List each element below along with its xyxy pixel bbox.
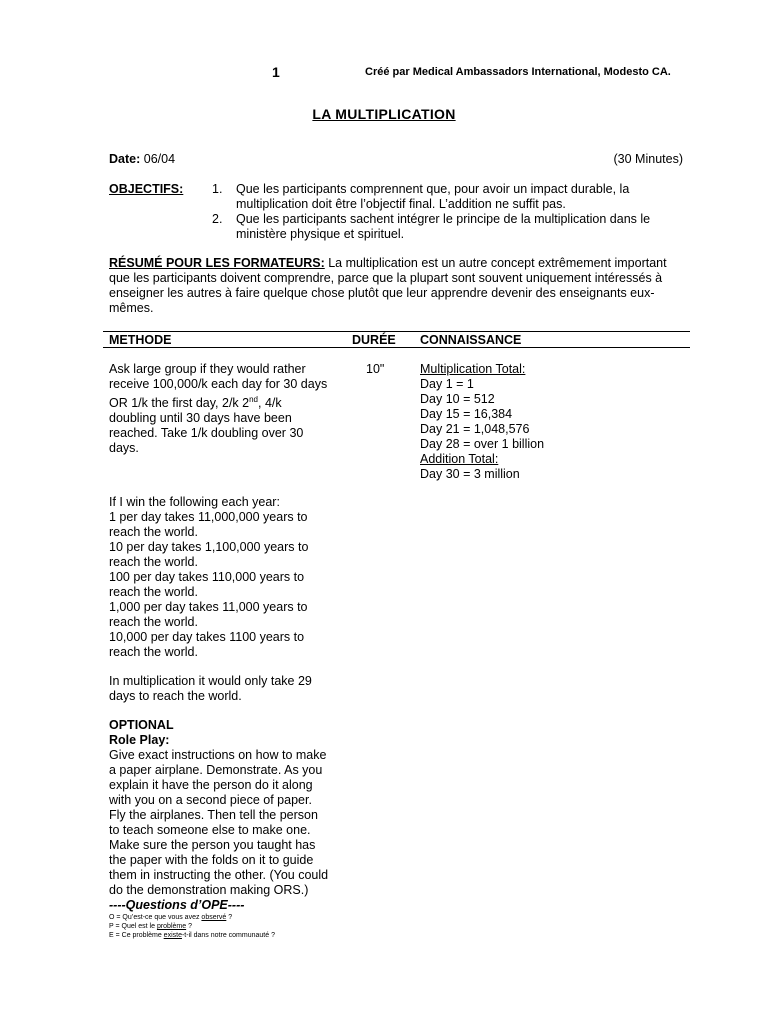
addition-total-title: Addition Total: — [420, 452, 499, 466]
header-duration: DURÉE — [352, 333, 396, 347]
row-duration: 10" — [366, 362, 385, 376]
method-line: 10 per day takes 1,100,000 years to reach the world. — [109, 540, 309, 569]
method-paragraph-1 — [109, 362, 329, 456]
header-knowledge: CONNAISSANCE — [420, 333, 522, 347]
summary-text: La multiplication est un autre concept extrêmement important que les participants doivent comprendre, parce que la plupart sont souvent uniquement intéressés à enseigner les autres à faire quelque chose plutôt que leur apprendre devenir des enseignants eux-mêmes. — [109, 256, 667, 315]
ope-question: O = Qu’est-ce que vous avez observé ? — [109, 914, 233, 921]
method-line: If I win the following each year: — [109, 495, 280, 509]
optional-section — [109, 718, 329, 940]
ope-questions — [109, 913, 329, 940]
knowledge-line: Day 21 = 1,048,576 — [420, 422, 530, 436]
knowledge-line: Day 1 = 1 — [420, 377, 474, 391]
ope-question: P = Quel est le problème ? — [109, 923, 192, 930]
optional-label: OPTIONAL — [109, 718, 174, 732]
header-credit: Créé par Medical Ambassadors International, Modesto CA. — [365, 66, 671, 78]
objectives-list — [212, 182, 662, 242]
roleplay-label: Role Play: — [109, 733, 170, 747]
date-value: 06/04 — [143, 152, 176, 166]
ope-title: ----Questions d’OPE---- — [109, 898, 245, 912]
trainer-summary — [109, 256, 679, 316]
method-paragraph-2 — [109, 495, 329, 660]
method-line: 100 per day takes 110,000 years to reach the world. — [109, 570, 305, 599]
method-line: 1 per day takes 11,000,000 years to reach the world. — [109, 510, 308, 539]
header-method: METHODE — [109, 333, 172, 347]
page-number: 1 — [272, 64, 280, 80]
page-title: LA MULTIPLICATION — [312, 106, 456, 122]
objective-text: Que les participants comprennent que, pour avoir un impact durable, la multiplication doit être l’objectif final. L’addition ne suffit pas. — [236, 182, 630, 211]
objective-item — [212, 182, 662, 212]
knowledge-line: Day 10 = 512 — [420, 392, 495, 406]
method-line: 10,000 per day takes 1100 years to reach the world. — [109, 630, 305, 659]
method-line: 1,000 per day takes 11,000 years to reach the world. — [109, 600, 308, 629]
knowledge-line: Day 30 = 3 million — [420, 467, 520, 481]
date-label: Date: — [109, 152, 141, 166]
objective-number: 1. — [212, 182, 223, 196]
objective-text: Que les participants sachent intégrer le principe de la multiplication dans le ministère physique et spirituel. — [236, 212, 651, 241]
objective-number: 2. — [212, 212, 223, 226]
date-line — [109, 152, 175, 166]
ordinal-suffix: nd — [249, 395, 259, 404]
knowledge-column — [420, 362, 544, 482]
multiplication-total-title: Multiplication Total: — [420, 362, 526, 376]
objectives-label: OBJECTIFS: — [109, 182, 184, 196]
method-text: Ask large group if they would rather receive 100,000/k each day for 30 days OR 1/k the first day, 2/k 2 — [109, 362, 328, 411]
roleplay-text: Give exact instructions on how to make a paper airplane. Demonstrate. As you explain it have the person do it along with you on a second piece of paper. Fly the airplanes. Then tell the person to teach someone else to make one. Make sure the person you taught has the paper with the folds on it to guide them in instructing the other. (You could do the demonstration making ORS.) — [109, 748, 329, 897]
knowledge-line: Day 15 = 16,384 — [420, 407, 513, 421]
session-duration: (30 Minutes) — [613, 152, 683, 166]
method-text: , 4/k doubling until 30 days have been reached. Take 1/k doubling over 30 days. — [109, 396, 304, 456]
ope-question: E = Ce problème existe-t-il dans notre communauté ? — [109, 932, 275, 939]
summary-label: RÉSUMÉ POUR LES FORMATEURS: — [109, 256, 325, 270]
knowledge-line: Day 28 = over 1 billion — [420, 437, 545, 451]
table-header — [103, 331, 690, 348]
objective-item — [212, 212, 662, 242]
method-paragraph-3: In multiplication it would only take 29 days to reach the world. — [109, 674, 312, 703]
